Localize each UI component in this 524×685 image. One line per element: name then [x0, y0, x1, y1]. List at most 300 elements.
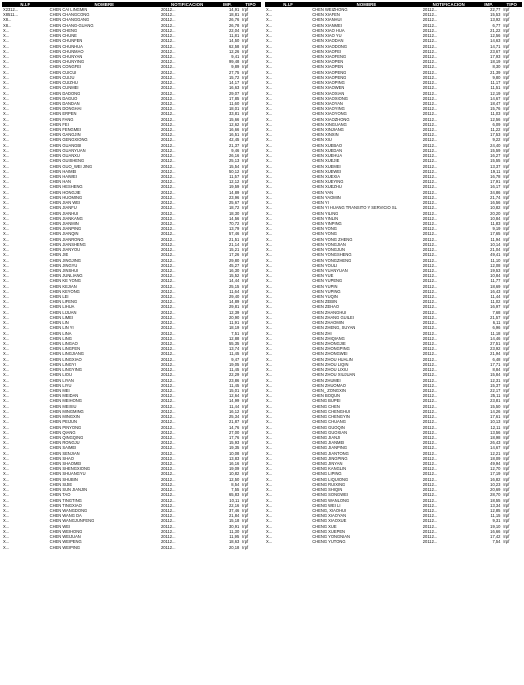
cell-imp: 26,16	[229, 153, 240, 159]
cell-nif: X...	[266, 27, 273, 33]
cell-tipo: Irpf	[242, 341, 249, 346]
cell-nif: X...	[3, 168, 10, 174]
cell-notificacion: 20112...	[160, 257, 176, 263]
cell-imp: 14,17	[229, 80, 240, 86]
cell-imp: 17,76	[229, 434, 240, 440]
cell-tipo: Irpf	[503, 539, 510, 545]
cell-tipo: Irpf	[242, 137, 249, 143]
cell-nif: X...	[3, 330, 10, 336]
cell-imp: 17,65	[490, 231, 501, 237]
cell-nombre: CHENG XUEPEN	[312, 528, 346, 534]
cell-notificacion: 20112...	[160, 215, 176, 221]
cell-tipo: Irpf	[503, 320, 510, 326]
cell-imp: 14,71	[490, 43, 501, 49]
cell-notificacion: 20112...	[160, 450, 176, 456]
cell-notificacion: 20112...	[160, 487, 176, 493]
cell-nombre: CHEN LIYU	[49, 382, 72, 388]
cell-nombre: CHEN ZHENG, SUYAN	[312, 325, 356, 331]
cell-tipo: Irpf	[242, 335, 249, 341]
cell-imp: 11,02	[490, 299, 501, 305]
cell-nombre: CHEN WEI	[49, 523, 71, 529]
cell-tipo: Irpf	[242, 262, 249, 268]
cell-nif: X...	[3, 294, 10, 300]
cell-tipo: Irpf	[503, 387, 510, 393]
cell-imp: 16,30	[229, 267, 240, 273]
cell-tipo: Irpf	[242, 508, 249, 513]
cell-notificacion: 20112...	[422, 304, 438, 310]
cell-nombre: CHENG KANGLIN	[312, 466, 347, 472]
cell-notificacion: 20112...	[422, 445, 438, 451]
cell-tipo: Irpf	[242, 226, 249, 232]
cell-imp: 12,21	[490, 450, 501, 456]
cell-notificacion: 20112...	[160, 153, 176, 159]
cell-nombre: CHEN CAI LINGMIN	[49, 7, 88, 12]
cell-notificacion: 20112...	[422, 43, 438, 49]
cell-notificacion: 20112...	[422, 210, 438, 216]
cell-nombre: CHEN YONG ZHENG	[312, 236, 353, 242]
cell-nombre: CHENG GUOXIAN	[312, 429, 348, 435]
cell-nombre: CHEN XIAOXIONG	[312, 95, 348, 101]
cell-tipo: Irpf	[242, 377, 249, 383]
cell-nif: X...	[266, 450, 273, 456]
cell-notificacion: 20112...	[160, 262, 176, 268]
cell-tipo: Irpf	[242, 314, 249, 320]
cell-tipo: Irpf	[503, 445, 510, 451]
cell-tipo: Irpf	[503, 461, 510, 467]
cell-nif: X...	[266, 215, 273, 221]
cell-nombre: CHEN XUEMEI	[312, 163, 341, 169]
cell-nombre: CHEN ZHOU LIXIU	[312, 367, 348, 373]
cell-imp: 27,00	[229, 429, 240, 435]
cell-imp: 21,04	[490, 247, 501, 253]
cell-nombre: CHEN GUANGBI	[49, 142, 82, 148]
cell-notificacion: 20112...	[422, 262, 438, 268]
cell-nombre: CHEN XINGUANG	[312, 121, 347, 127]
cell-nif: X...	[3, 132, 10, 138]
cell-notificacion: 20112...	[422, 106, 438, 112]
cell-tipo: Irpf	[242, 59, 249, 65]
cell-imp: 22,17	[490, 387, 501, 393]
cell-imp: 12,26	[229, 48, 240, 54]
cell-nombre: CHEN XUEXIA	[312, 174, 341, 179]
cell-notificacion: 20112...	[160, 372, 176, 378]
cell-tipo: Irpf	[503, 22, 510, 28]
cell-imp: 14,91	[229, 7, 240, 12]
cell-tipo: Irpf	[503, 408, 510, 414]
cell-notificacion: 20112...	[422, 27, 438, 33]
cell-imp: 8,84	[492, 367, 501, 373]
cell-imp: 26,78	[229, 22, 240, 28]
cell-notificacion: 20112...	[160, 408, 176, 414]
cell-nif: X...	[3, 252, 10, 258]
cell-nombre: CHEN YILING	[312, 210, 339, 216]
cell-notificacion: 20112...	[422, 38, 438, 44]
cell-notificacion: 20112...	[160, 7, 176, 12]
cell-nombre: CHEN LINGYI	[49, 361, 76, 367]
cell-imp: 9,41	[231, 53, 240, 59]
cell-notificacion: 20112...	[160, 325, 176, 331]
cell-notificacion: 20112...	[422, 80, 438, 86]
cell-nif: X...	[3, 314, 10, 320]
cell-imp: 21,57	[490, 314, 501, 320]
cell-tipo: Irpf	[242, 241, 249, 247]
cell-tipo: Irpf	[503, 299, 510, 305]
cell-tipo: Irpf	[242, 48, 249, 54]
cell-tipo: Irpf	[242, 158, 249, 164]
cell-tipo: Irpf	[242, 220, 249, 226]
cell-notificacion: 20112...	[422, 132, 438, 138]
cell-nif: X...	[266, 314, 273, 320]
cell-notificacion: 20112...	[160, 194, 176, 200]
cell-tipo: Irpf	[242, 471, 249, 477]
cell-nif: X...	[3, 194, 10, 200]
cell-nombre: CHEN XIAODAN	[312, 38, 344, 44]
cell-nombre: CHEN QIANG	[49, 429, 76, 435]
cell-nif: X...	[266, 434, 273, 440]
cell-nif: X...	[3, 33, 10, 39]
cell-tipo: Irpf	[503, 59, 510, 65]
cell-tipo: Irpf	[503, 220, 510, 226]
cell-notificacion: 20112...	[160, 299, 176, 305]
cell-nombre: CHEN YUPENG	[312, 278, 343, 284]
cell-notificacion: 20112...	[160, 241, 176, 247]
cell-imp: 10,84	[490, 273, 501, 279]
cell-imp: 17,19	[490, 471, 501, 477]
cell-nombre: CHEN JIANMIN	[49, 220, 79, 226]
cell-nombre: CHEN XUEWEI	[312, 168, 342, 174]
cell-tipo: Irpf	[503, 278, 510, 284]
cell-imp: 9,31	[492, 518, 501, 524]
cell-notificacion: 20112...	[160, 393, 176, 399]
cell-nombre: CHEN XIAFEN	[312, 12, 340, 18]
cell-tipo: Irpf	[242, 80, 249, 86]
cell-imp: 11,51	[490, 85, 501, 91]
cell-nif: X...	[266, 12, 273, 18]
cell-tipo: Irpf	[242, 534, 249, 540]
cell-nif: X...	[266, 111, 273, 117]
cell-notificacion: 20112...	[160, 127, 176, 133]
cell-tipo: Irpf	[242, 455, 249, 461]
cell-nif: X...	[266, 518, 273, 524]
cell-notificacion: 20112...	[422, 393, 438, 399]
cell-tipo: Irpf	[503, 523, 510, 529]
cell-imp: 23,96	[229, 194, 240, 200]
cell-nombre: CHEN HUOMING	[49, 194, 83, 200]
cell-nombre: CHEN PEIJUN	[49, 419, 77, 425]
cell-tipo: Irpf	[242, 393, 249, 399]
cell-imp: 12,70	[490, 466, 501, 472]
cell-imp: 6,77	[492, 22, 501, 28]
cell-imp: 12,88	[229, 335, 240, 341]
cell-tipo: Irpf	[242, 189, 249, 195]
cell-notificacion: 20112...	[160, 85, 176, 91]
cell-nombre: CHEN HESHENG	[49, 184, 83, 190]
cell-nombre: CHEN YONGJUN	[312, 247, 345, 253]
cell-nif: X...	[3, 398, 10, 404]
cell-tipo: Irpf	[242, 403, 249, 409]
cell-nombre: CHENG BUPEI	[312, 398, 341, 404]
cell-nombre: CHEN XIAOPEN	[312, 64, 344, 70]
cell-nif: X...	[266, 22, 273, 28]
cell-notificacion: 20112...	[160, 518, 176, 524]
cell-nombre: CHEN SHENGXIONG	[49, 466, 91, 472]
cell-notificacion: 20112...	[422, 147, 438, 153]
cell-nombre: CHEN CUIJU	[49, 74, 75, 80]
cell-notificacion: 20112...	[422, 90, 438, 96]
cell-tipo: Irpf	[503, 341, 510, 346]
cell-nombre: CHENG JINGPING	[312, 455, 348, 461]
cell-nombre: CHEN JINGYU	[49, 262, 78, 268]
cell-notificacion: 20112...	[160, 476, 176, 482]
cell-tipo: Irpf	[503, 518, 510, 524]
cell-notificacion: 20112...	[160, 22, 176, 28]
cell-notificacion: 20112...	[160, 414, 176, 420]
cell-notificacion: 20112...	[422, 518, 438, 524]
header-tipo: TIPO	[501, 2, 522, 7]
cell-nombre: CHEN XIU	[312, 137, 332, 143]
cell-nif: X...	[266, 330, 273, 336]
cell-nif: X...	[3, 257, 10, 263]
cell-tipo: Irpf	[242, 304, 249, 310]
cell-nif: X...	[3, 116, 10, 122]
cell-nif: X...	[266, 325, 273, 331]
cell-nombre: CHEN GENGXIONG	[49, 137, 88, 143]
cell-imp: 6,48	[492, 356, 501, 362]
cell-nombre: CHEN JUNLIANG	[49, 273, 83, 279]
cell-nif: X...	[3, 414, 10, 420]
cell-imp: 11,15	[490, 513, 501, 519]
cell-nombre: CHEN CHUNYING	[49, 59, 85, 65]
cell-imp: 23,81	[490, 398, 501, 404]
cell-notificacion: 20112...	[160, 440, 176, 446]
cell-nif: X...	[3, 137, 10, 143]
cell-tipo: Irpf	[242, 481, 249, 487]
cell-nombre: CHEN XIAO YU	[312, 33, 342, 39]
cell-notificacion: 20112...	[160, 174, 176, 179]
cell-notificacion: 20112...	[160, 200, 176, 206]
cell-imp: 11,60	[229, 100, 240, 106]
cell-notificacion: 20112...	[160, 320, 176, 326]
cell-notificacion: 20112...	[422, 231, 438, 237]
cell-imp: 14,76	[229, 424, 240, 430]
cell-notificacion: 20112...	[160, 48, 176, 54]
cell-notificacion: 20112...	[422, 487, 438, 493]
cell-nif: X...	[3, 210, 10, 216]
cell-nombre: CHENG LIPING	[312, 471, 342, 477]
cell-nif: X...	[3, 335, 10, 341]
cell-imp: 15,18	[229, 518, 240, 524]
table-row	[2, 545, 261, 550]
cell-notificacion: 20112...	[422, 283, 438, 289]
cell-nif: X...	[3, 393, 10, 399]
cell-imp: 11,10	[490, 257, 501, 263]
cell-imp: 14,44	[229, 278, 240, 284]
cell-nombre: CHEN XINJIANG	[312, 127, 344, 133]
cell-tipo: Irpf	[242, 174, 249, 179]
cell-notificacion: 20112...	[160, 121, 176, 127]
cell-nombre: CHEN DANDAN	[49, 100, 80, 106]
cell-imp: 45,27	[229, 262, 240, 268]
cell-nombre: CHEN XIANMEI	[312, 22, 342, 28]
cell-notificacion: 20112...	[160, 508, 176, 513]
cell-tipo: Irpf	[242, 372, 249, 378]
cell-nombre: CHEN YAN	[312, 189, 334, 195]
cell-notificacion: 20112...	[160, 361, 176, 367]
cell-imp: 29,07	[229, 90, 240, 96]
cell-nombre: CHEN XIAOXIAN	[312, 90, 345, 96]
cell-nif: X...	[266, 189, 273, 195]
cell-notificacion: 20112...	[422, 163, 438, 169]
cell-nombre: CHENG CHENGHUI	[312, 408, 351, 414]
cell-nombre: CHEN JIANFU	[49, 205, 77, 211]
cell-nif: X...	[3, 455, 10, 461]
cell-notificacion: 20112...	[160, 231, 176, 237]
cell-notificacion: 20112...	[422, 200, 438, 206]
cell-nif: X...	[266, 7, 273, 12]
cell-nombre: CHEN YONGZHENG	[312, 257, 352, 263]
cell-notificacion: 20112...	[422, 414, 438, 420]
cell-tipo: Irpf	[503, 80, 510, 86]
cell-tipo: Irpf	[242, 22, 249, 28]
cell-nombre: CHEN JIAN WEI	[49, 200, 81, 206]
cell-tipo: Irpf	[503, 434, 510, 440]
cell-tipo: Irpf	[242, 450, 249, 456]
cell-nombre: CHEN ZHAOMIN	[312, 320, 344, 326]
cell-nombre: CHEN LIFENG	[49, 299, 78, 305]
cell-nombre: CHEN LINGYING	[49, 367, 82, 373]
cell-notificacion: 20112...	[422, 95, 438, 101]
cell-tipo: Irpf	[242, 539, 249, 545]
cell-notificacion: 20112...	[422, 455, 438, 461]
cell-nombre: CHENG XIAOXUE	[312, 518, 347, 524]
cell-nif: X...	[3, 539, 10, 545]
cell-imp: 11,83	[490, 220, 501, 226]
cell-nombre: CHEN YONG	[312, 226, 337, 232]
cell-nif: X...	[3, 38, 10, 44]
cell-notificacion: 20112...	[160, 523, 176, 529]
cell-nif: X...	[266, 59, 273, 65]
cell-notificacion: 20112...	[422, 320, 438, 326]
cell-notificacion: 20112...	[422, 59, 438, 65]
cell-imp: 18,55	[490, 497, 501, 503]
cell-imp: 27,51	[490, 341, 501, 346]
cell-tipo: Irpf	[242, 398, 249, 404]
cell-imp: 10,13	[490, 419, 501, 425]
cell-notificacion: 20112...	[422, 314, 438, 320]
cell-nombre: CHEN HONGJIE	[49, 189, 81, 195]
cell-nombre: CHEN TINGXIAO	[49, 502, 82, 508]
cell-nif: X...	[266, 304, 273, 310]
cell-imp: 25,11	[490, 393, 501, 399]
cell-tipo: Irpf	[503, 236, 510, 242]
cell-nif: X...	[3, 497, 10, 503]
cell-nombre: CHEN GANGJIN	[49, 132, 81, 138]
cell-imp: 15,66	[229, 116, 240, 122]
cell-tipo: Irpf	[242, 278, 249, 284]
cell-notificacion: 20112...	[160, 27, 176, 33]
cell-notificacion: 20112...	[160, 513, 176, 519]
cell-notificacion: 20112...	[422, 189, 438, 195]
cell-nombre: CHEN JINGJING	[49, 257, 81, 263]
cell-nombre: CHEN HAIWEI	[49, 174, 77, 179]
cell-imp: 13,56	[490, 429, 501, 435]
cell-imp: 21,14	[229, 241, 240, 247]
cell-tipo: Irpf	[242, 544, 249, 550]
cell-notificacion: 20112...	[160, 294, 176, 300]
cell-nif: X...	[266, 335, 273, 341]
cell-imp: 12,12	[229, 179, 240, 185]
cell-nombre: CHEN WEIJUAN	[49, 534, 81, 540]
cell-nombre: CHEN CHENG	[49, 27, 78, 33]
cell-nombre: CHEN YUQIN	[312, 294, 338, 300]
cell-nif: X...	[266, 528, 273, 534]
cell-notificacion: 20112...	[422, 127, 438, 133]
cell-imp: 15,54	[229, 163, 240, 169]
cell-imp: 42,45	[229, 137, 240, 143]
cell-imp: 18,09	[490, 455, 501, 461]
cell-nombre: CHEN SHUBIN	[49, 476, 78, 482]
cell-imp: 11,18	[490, 330, 501, 336]
cell-nombre: CHEN LIMEI	[49, 314, 74, 320]
cell-tipo: Irpf	[503, 12, 510, 18]
cell-nif: X...	[3, 267, 10, 273]
cell-nombre: CHEN YUE	[312, 273, 334, 279]
cell-nif: X...	[3, 205, 10, 211]
cell-tipo: Irpf	[242, 231, 249, 237]
cell-imp: 11,77	[490, 278, 501, 284]
cell-tipo: Irpf	[242, 116, 249, 122]
cell-tipo: Irpf	[503, 508, 510, 513]
cell-notificacion: 20112...	[160, 356, 176, 362]
cell-nombre: CHEN ZHUMEI	[312, 377, 341, 383]
cell-nombre: CHEN XIAOPENG	[312, 74, 347, 80]
cell-notificacion: 20112...	[160, 492, 176, 498]
cell-tipo: Irpf	[503, 492, 510, 498]
cell-tipo: Irpf	[503, 53, 510, 59]
cell-tipo: Irpf	[503, 471, 510, 477]
cell-nif: X...	[3, 278, 10, 284]
cell-tipo: Irpf	[503, 325, 510, 331]
cell-imp: 18,19	[490, 59, 501, 65]
cell-nombre: CHENG JINYAN	[312, 461, 343, 467]
cell-nombre: CHEN CHANGCONG	[49, 12, 90, 18]
cell-imp: 16,51	[229, 132, 240, 138]
cell-tipo: Irpf	[242, 12, 249, 18]
cell-nif: X...	[266, 497, 273, 503]
cell-nombre: CHEN RONGJU	[49, 440, 80, 446]
cell-tipo: Irpf	[503, 372, 510, 378]
cell-tipo: Irpf	[503, 356, 510, 362]
cell-imp: 11,22	[490, 127, 501, 133]
cell-imp: 21,94	[490, 351, 501, 357]
cell-notificacion: 20112...	[422, 174, 438, 179]
cell-nombre: CHEN LEI	[49, 294, 69, 300]
cell-tipo: Irpf	[242, 69, 249, 75]
cell-tipo: Irpf	[242, 288, 249, 294]
cell-nombre: CHEN KEJIAN	[49, 283, 77, 289]
cell-nif: X...	[266, 361, 273, 367]
cell-notificacion: 20112...	[160, 100, 176, 106]
cell-nif: X...	[266, 116, 273, 122]
cell-notificacion: 20112...	[422, 247, 438, 253]
cell-nif: X...	[3, 299, 10, 305]
cell-notificacion: 20112...	[422, 100, 438, 106]
cell-imp: 14,63	[490, 38, 501, 44]
cell-nif: X...	[3, 476, 10, 482]
cell-nombre: CHEN XUEYING	[312, 179, 344, 185]
cell-nombre: CHEN YI HUANG TRANSITO Y SERVICIO SL	[312, 205, 397, 211]
cell-nif: X...	[3, 450, 10, 456]
